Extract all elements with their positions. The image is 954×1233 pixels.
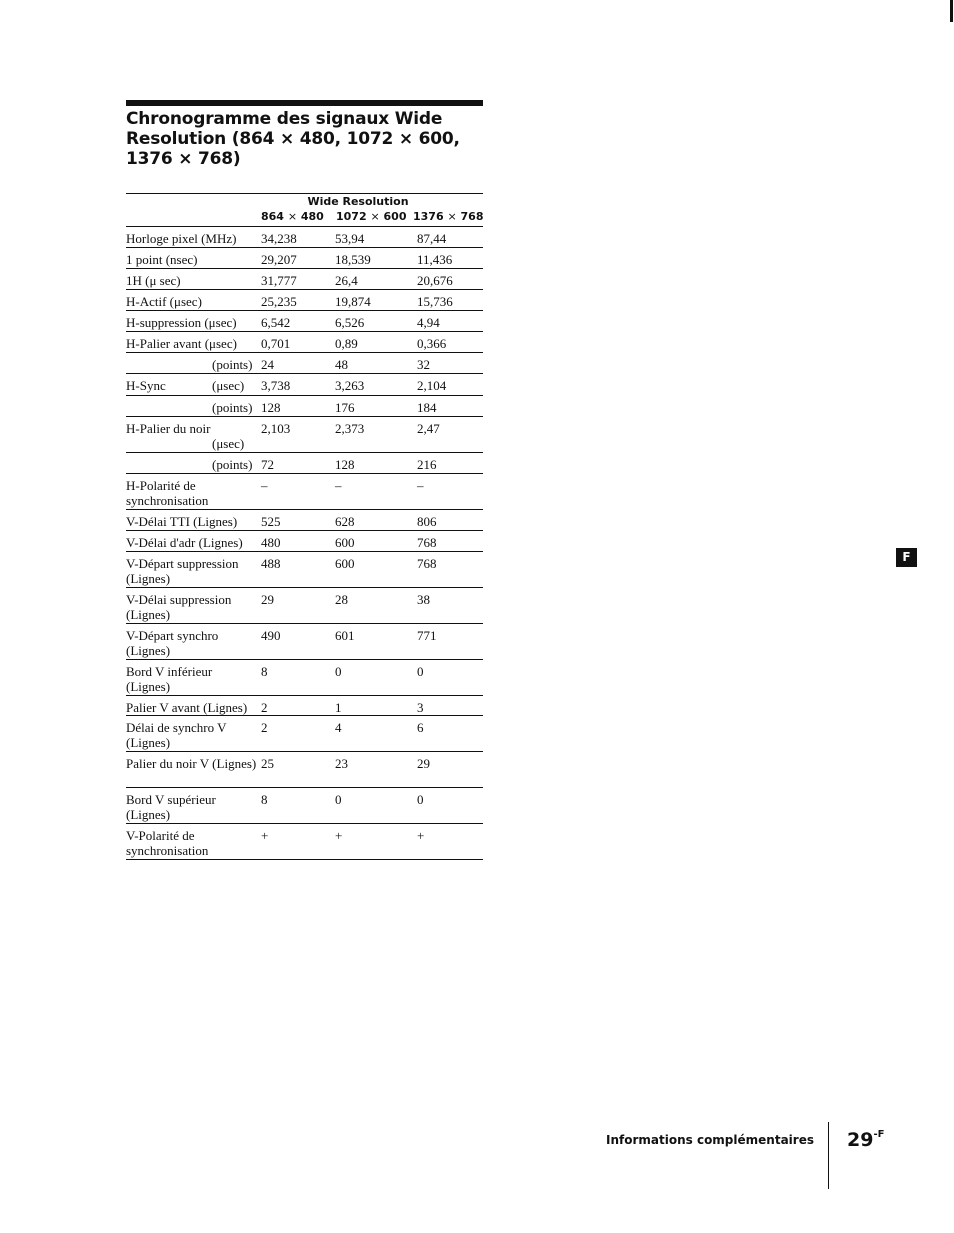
row-value: 0: [335, 792, 342, 807]
row-value: 6,526: [335, 315, 365, 330]
row-value: 6,542: [261, 315, 291, 330]
row-label: V-Polarité de synchronisation: [126, 828, 209, 858]
row-value: 3,263: [335, 378, 365, 393]
footer-divider: [828, 1122, 829, 1189]
row-value: 25: [261, 756, 274, 771]
row-value: 0: [335, 664, 342, 679]
table-row: [126, 824, 483, 860]
page-title: Chronogramme des signaux Wide Resolution (864 × 480, 1072 × 600, 1376 × 768): [126, 109, 460, 169]
row-label: Horloge pixel (MHz): [126, 231, 237, 246]
row-value: 72: [261, 457, 274, 472]
table-row: [126, 660, 483, 696]
row-value: 600: [335, 535, 355, 550]
row-value: 87,44: [417, 231, 447, 246]
table-row: [126, 453, 483, 474]
page-number: $29^{-F}$: [847, 1128, 885, 1151]
row-value: 128: [335, 457, 355, 472]
table-row: [126, 269, 483, 290]
row-value: 15,736: [417, 294, 453, 309]
table-row: [126, 531, 483, 552]
row-value: –: [417, 478, 424, 493]
row-value: 23: [335, 756, 348, 771]
row-value: 28: [335, 592, 348, 607]
row-value: 0,89: [335, 336, 358, 351]
row-value: 184: [417, 400, 437, 415]
row-value: –: [335, 478, 342, 493]
row-label: (points): [212, 400, 253, 415]
row-value: 0: [417, 792, 424, 807]
row-label: (points): [212, 357, 253, 372]
table-row: [126, 788, 483, 824]
column-header-1072x600: 1072 × 600: [336, 210, 407, 223]
row-label: H-Polarité de synchronisation: [126, 478, 209, 508]
row-value: 4: [335, 720, 342, 735]
row-value: 18,539: [335, 252, 371, 267]
row-label: 1 point (nsec): [126, 252, 198, 267]
row-value: 771: [417, 628, 437, 643]
row-label: Palier du noir V (Lignes): [126, 756, 257, 771]
row-value: 768: [417, 535, 437, 550]
row-value: 480: [261, 535, 281, 550]
row-label: V-Délai TTI (Lignes): [126, 514, 238, 529]
row-label: Délai de synchro V (Lignes): [126, 720, 227, 750]
row-value: 2,103: [261, 421, 291, 436]
table-row: [126, 696, 483, 716]
table-row: [126, 417, 483, 453]
table-row: [126, 290, 483, 311]
row-value: 628: [335, 514, 355, 529]
table-row: [126, 552, 483, 588]
column-header-864x480: 864 × 480: [261, 210, 324, 223]
row-value: 6: [417, 720, 424, 735]
row-value: 19,874: [335, 294, 371, 309]
row-value: 0,701: [261, 336, 291, 351]
row-label: H-Sync: [126, 378, 166, 393]
row-value: 26,4: [335, 273, 358, 288]
row-value: 20,676: [417, 273, 453, 288]
table-group-header: Wide Resolution: [307, 195, 409, 208]
row-value: +: [417, 828, 425, 843]
row-value: 601: [335, 628, 355, 643]
row-value: 525: [261, 514, 281, 529]
row-value: 29: [417, 756, 430, 771]
table-top-rule: [126, 193, 483, 194]
page-edge-mark: [950, 0, 953, 22]
row-label: V-Départ synchro (Lignes): [126, 628, 219, 658]
row-value: 31,777: [261, 273, 297, 288]
table-row: [126, 396, 483, 417]
table-row: [126, 752, 483, 788]
section-tab-f: F: [896, 548, 917, 567]
row-label: H-suppression (μsec): [126, 315, 237, 330]
row-value: –: [261, 478, 268, 493]
row-value: 53,94: [335, 231, 365, 246]
row-value: 29,207: [261, 252, 297, 267]
row-value: +: [335, 828, 343, 843]
table-row: [126, 510, 483, 531]
row-value: 0,366: [417, 336, 447, 351]
row-value: 2,104: [417, 378, 447, 393]
row-value: 600: [335, 556, 355, 571]
row-unit: (μsec): [212, 436, 245, 451]
row-unit: (μsec): [212, 378, 245, 393]
row-value: 8: [261, 792, 268, 807]
table-row: [126, 374, 483, 396]
row-value: 768: [417, 556, 437, 571]
table-row: [126, 624, 483, 660]
row-value: 34,238: [261, 231, 297, 246]
row-value: 176: [335, 400, 355, 415]
row-value: 25,235: [261, 294, 297, 309]
row-value: 216: [417, 457, 437, 472]
row-label: Bord V inférieur (Lignes): [126, 664, 213, 694]
table-row: [126, 311, 483, 332]
row-value: 490: [261, 628, 281, 643]
row-label: H-Palier du noir: [126, 421, 211, 436]
table-row: [126, 248, 483, 269]
row-value: +: [261, 828, 269, 843]
title-rule: [126, 100, 483, 106]
row-value: 8: [261, 664, 268, 679]
row-label: V-Délai d'adr (Lignes): [126, 535, 243, 550]
row-value: 2: [261, 720, 268, 735]
row-label: H-Actif (μsec): [126, 294, 202, 309]
table-row: [126, 227, 483, 248]
row-value: 48: [335, 357, 348, 372]
row-label: 1H (μ sec): [126, 273, 181, 288]
column-header-1376x768: 1376 × 768: [413, 210, 484, 223]
row-label: Bord V supérieur (Lignes): [126, 792, 216, 822]
row-value: 2,373: [335, 421, 365, 436]
row-value: 128: [261, 400, 281, 415]
row-value: 4,94: [417, 315, 440, 330]
table-row: [126, 716, 483, 752]
row-label: H-Palier avant (μsec): [126, 336, 237, 351]
row-label: (points): [212, 457, 253, 472]
table-row: [126, 588, 483, 624]
timing-table: [126, 226, 483, 860]
row-value: 806: [417, 514, 437, 529]
footer-section-title: Informations complémentaires: [606, 1133, 814, 1147]
row-value: 1: [335, 700, 342, 715]
row-value: 11,436: [417, 252, 453, 267]
table-row: [126, 353, 483, 374]
row-value: 3,738: [261, 378, 291, 393]
row-value: 3: [417, 700, 424, 715]
table-row: [126, 332, 483, 353]
row-value: 2,47: [417, 421, 440, 436]
row-value: 2: [261, 700, 268, 715]
row-value: 488: [261, 556, 281, 571]
row-value: 24: [261, 357, 274, 372]
row-label: Palier V avant (Lignes): [126, 700, 248, 715]
row-label: V-Délai suppression (Lignes): [126, 592, 232, 622]
row-label: V-Départ suppression (Lignes): [126, 556, 239, 586]
row-value: 0: [417, 664, 424, 679]
row-value: 38: [417, 592, 430, 607]
table-row: [126, 474, 483, 510]
row-value: 29: [261, 592, 274, 607]
row-value: 32: [417, 357, 430, 372]
